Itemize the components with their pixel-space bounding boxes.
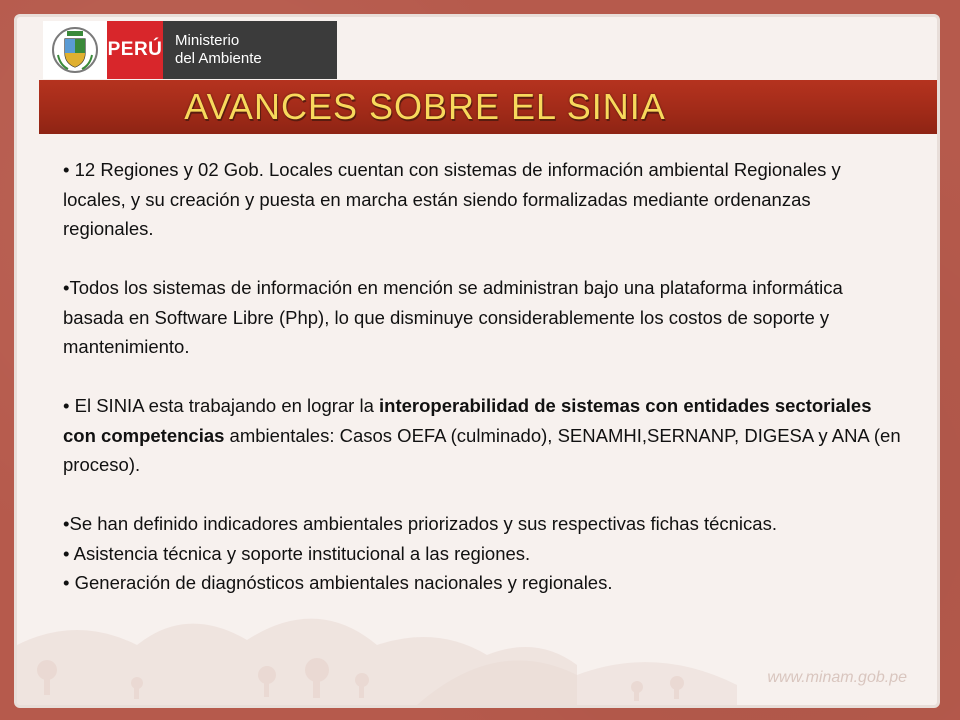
ministry-name-line1: Ministerio [175, 32, 240, 49]
bullet-text: Asistencia técnica y soporte institucional a las regiones. [73, 542, 531, 564]
footer-url: www.minam.gob.pe [767, 669, 907, 686]
peru-badge [107, 21, 163, 79]
bullet-mark: • [63, 159, 75, 180]
slide-title: AVANCES SOBRE EL SINIA [184, 86, 666, 127]
paragraph-spacer [63, 480, 903, 510]
bullet-item-software [63, 273, 903, 362]
bullet-text: Se han definido indicadores ambientales priorizados y sus respectivas fichas técnicas. [69, 513, 777, 534]
bullet-mark: • [63, 572, 75, 593]
bullet-mark: • [63, 395, 75, 416]
bullet-item-interoperability [63, 391, 903, 480]
bullet-mark: • [63, 513, 70, 534]
ministry-name-line2: del Ambiente [175, 50, 262, 67]
bullet-item-assistance [63, 539, 903, 569]
bullet-item-indicators [63, 509, 903, 539]
bullet-text-bold: interoperabilidad de sistemas con entidades sectoriales con competencias [63, 395, 872, 446]
ministry-logo [43, 21, 337, 79]
peru-label: PERÚ [107, 39, 163, 60]
bullet-text: El SINIA esta trabajando en lograr la [74, 395, 380, 416]
bullet-text: Todos los sistemas de información en mención se administran bajo una plataforma informática basada en Software Libre (Php), lo que disminuye considerablemente los costos de soporte y mantenimiento. [63, 277, 843, 357]
paragraph-spacer [63, 362, 903, 392]
coat-of-arms-icon [43, 21, 107, 79]
bullet-mark: • [63, 542, 74, 564]
title-bar [39, 80, 940, 134]
bullet-text: ambientales: Casos OEFA (culminado), SENAMHI,SERNANP, DIGESA y ANA (en proceso). [63, 424, 901, 475]
bullet-text: 12 Regiones y 02 Gob. Locales cuentan con sistemas de información ambiental Regionales y locales, y su creación y puesta en marcha están siendo formalizadas mediante ordenanzas regionales. [63, 159, 841, 239]
slide-body [63, 155, 903, 598]
ministry-name-block [163, 21, 337, 79]
bullet-mark: • [63, 277, 70, 298]
bullet-item-regions [63, 155, 903, 244]
paragraph-spacer [63, 244, 903, 274]
bullet-text: Generación de diagnósticos ambientales nacionales y regionales. [74, 572, 613, 593]
slide-panel [14, 14, 940, 708]
